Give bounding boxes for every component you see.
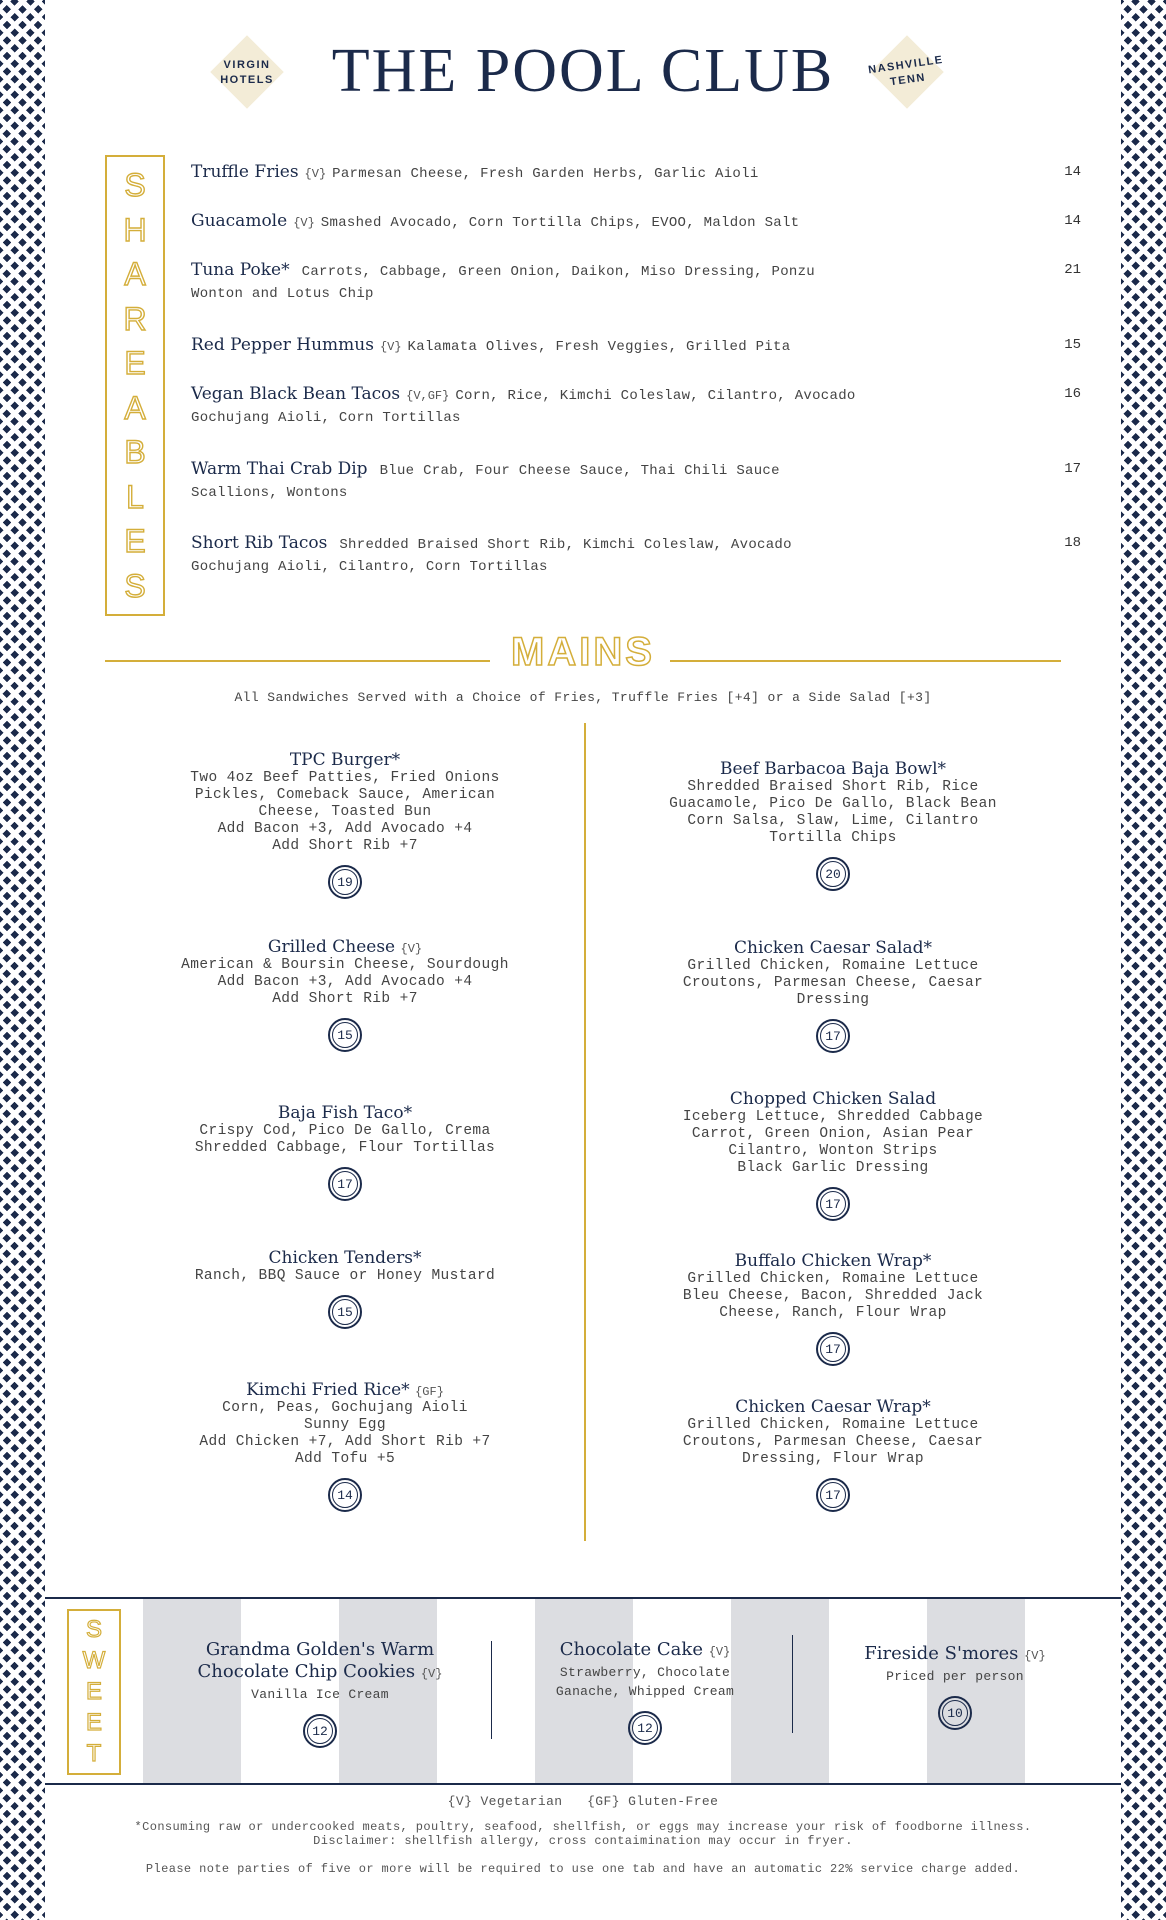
dessert-item (845, 1643, 1065, 1730)
dessert-description: Priced per person (886, 1669, 1024, 1684)
dessert-divider (792, 1635, 793, 1733)
main-dish (643, 1089, 1023, 1221)
dessert-item (170, 1639, 470, 1748)
shareables-letter: S (124, 567, 146, 604)
item-description: Smashed Avocado, Corn Tortilla Chips, EVOO, Maldon Salt (320, 215, 800, 231)
item-name: Red Pepper Hummus (191, 335, 374, 355)
left-pattern-border (0, 0, 45, 1920)
item-description: Shredded Braised Short Rib, Kimchi Coleslaw, Avocado (339, 537, 792, 553)
item-diet-tag: {V,GF} (406, 389, 450, 403)
allergy-disclaimer: Disclaimer: shellfish allergy, cross contaimination may occur in fryer. (313, 1834, 853, 1848)
item-description-cont: Scallions, Wontons (191, 485, 348, 501)
dessert-divider (491, 1641, 492, 1739)
dessert-price: 12 (628, 1711, 662, 1745)
main-dish (643, 759, 1023, 891)
dish-description: Iceberg Lettuce, Shredded Cabbage Carrot, Green Onion, Asian Pear Cilantro, Wonton Strips Black Garlic Dressing (682, 1109, 984, 1176)
shareable-item (191, 459, 1081, 501)
shareable-item (191, 335, 1081, 355)
shareables-letter: A (124, 389, 146, 426)
dish-price: 20 (816, 857, 850, 891)
right-badge-line1: NASHVILLE (867, 53, 945, 77)
large-party-note: Please note parties of five or more will be required to use one tab and have an automatic 22% service charge added. (145, 1862, 1021, 1876)
mains-heading: MAINS (511, 630, 655, 674)
dish-name: Baja Fish Taco* (277, 1103, 413, 1123)
dish-name: Beef Barbacoa Baja Bowl* (719, 759, 947, 779)
dish-price: 17 (816, 1019, 850, 1053)
sweet-letter: T (86, 1740, 102, 1767)
item-name: Tuna Poke* (191, 260, 290, 280)
dish-name: Buffalo Chicken Wrap* (734, 1251, 932, 1271)
dish-name: Chicken Caesar Salad* (734, 938, 932, 958)
dish-price: 17 (816, 1187, 850, 1221)
dish-description: Two 4oz Beef Patties, Fried Onions Pickles, Comeback Sauce, American Cheese, Toasted Bun Add Bacon +3, Add Avocado +4 Add Short Rib +7 (190, 770, 500, 854)
dessert-item (535, 1639, 755, 1745)
right-badge-line2: TENN (889, 71, 927, 89)
dish-price: 19 (328, 865, 362, 899)
item-name: Truffle Fries (191, 162, 299, 182)
food-safety-disclaimer: *Consuming raw or undercooked meats, poultry, seafood, shellfish, or eggs may increase your risk of foodborne illness. (134, 1820, 1032, 1834)
shareable-item (191, 260, 1081, 302)
item-name: Short Rib Tacos (191, 533, 328, 553)
sweet-letter: E (85, 1709, 102, 1736)
sweet-section (45, 1597, 1121, 1785)
dessert-name: Chocolate Cake {V} (559, 1639, 731, 1660)
main-dish (155, 750, 535, 899)
item-description-cont: Wonton and Lotus Chip (191, 286, 374, 302)
dessert-price: 10 (938, 1696, 972, 1730)
dish-name: Chicken Tenders* (268, 1248, 422, 1268)
sweet-letter: W (82, 1647, 106, 1674)
page-title: THE POOL CLUB (331, 37, 835, 105)
item-diet-tag: {V} (293, 216, 315, 230)
dish-price: 15 (328, 1018, 362, 1052)
shareables-letter: H (123, 211, 147, 248)
dish-price: 15 (328, 1295, 362, 1329)
main-dish (155, 1380, 535, 1512)
main-dish (155, 937, 535, 1052)
item-name: Guacamole (191, 211, 288, 231)
dish-price: 17 (816, 1332, 850, 1366)
item-price: 21 (1064, 262, 1081, 278)
shareables-letter: E (124, 345, 146, 382)
dessert-description: Strawberry, Chocolate Ganache, Whipped Cream (555, 1665, 735, 1699)
shareables-letter: S (124, 167, 146, 204)
item-description: Kalamata Olives, Fresh Veggies, Grilled Pita (407, 339, 791, 355)
item-price: 14 (1064, 164, 1081, 180)
dish-description: Crispy Cod, Pico De Gallo, Crema Shredded Cabbage, Flour Tortillas (194, 1123, 496, 1156)
dish-description: Grilled Chicken, Romaine Lettuce Bleu Cheese, Bacon, Shredded Jack Cheese, Ranch, Flour Wrap (682, 1271, 984, 1321)
dessert-description: Vanilla Ice Cream (251, 1687, 389, 1702)
dish-price: 17 (328, 1167, 362, 1201)
diet-legend: {V} Vegetarian {GF} Gluten-Free (447, 1794, 719, 1809)
main-dish (155, 1103, 535, 1201)
item-price: 16 (1064, 386, 1081, 402)
item-description: Corn, Rice, Kimchi Coleslaw, Cilantro, Avocado (455, 388, 856, 404)
item-description-cont: Gochujang Aioli, Cilantro, Corn Tortillas (191, 559, 548, 575)
sweet-label (67, 1609, 121, 1775)
dish-description: Ranch, BBQ Sauce or Honey Mustard (194, 1268, 496, 1284)
mains-sides-note: All Sandwiches Served with a Choice of Fries, Truffle Fries [+4] or a Side Salad [+3] (234, 690, 932, 705)
item-description: Parmesan Cheese, Fresh Garden Herbs, Garlic Aioli (332, 166, 759, 182)
dish-description: American & Boursin Cheese, Sourdough Add Bacon +3, Add Avocado +4 Add Short Rib +7 (181, 957, 509, 1007)
item-description-cont: Gochujang Aioli, Corn Tortillas (191, 410, 461, 426)
menu-page (45, 0, 1121, 1920)
shareables-letter: A (124, 256, 146, 293)
dish-description: Grilled Chicken, Romaine Lettuce Croutons, Parmesan Cheese, Caesar Dressing, Flour Wrap (682, 1417, 984, 1467)
main-dish (155, 1248, 535, 1329)
dish-name: Chicken Caesar Wrap* (735, 1397, 931, 1417)
item-description: Carrots, Cabbage, Green Onion, Daikon, Miso Dressing, Ponzu (301, 264, 816, 280)
main-dish (643, 938, 1023, 1053)
main-dish (643, 1251, 1023, 1366)
item-price: 15 (1064, 337, 1081, 353)
dish-description: Shredded Braised Short Rib, Rice Guacamole, Pico De Gallo, Black Bean Corn Salsa, Slaw, Lime, Cilantro Tortilla Chips (669, 779, 997, 846)
shareables-label (105, 155, 165, 616)
dish-price: 17 (816, 1478, 850, 1512)
mains-column-divider (584, 723, 586, 1541)
right-pattern-border (1121, 0, 1166, 1920)
item-diet-tag: {V} (379, 340, 402, 354)
main-dish (643, 1397, 1023, 1512)
shareable-item (191, 533, 1081, 575)
dessert-name: Fireside S'mores {V} (864, 1643, 1046, 1664)
item-price: 14 (1064, 213, 1081, 229)
sweet-letter: E (85, 1678, 102, 1705)
dish-description: Corn, Peas, Gochujang Aioli Sunny Egg Add Chicken +7, Add Short Rib +7 Add Tofu +5 (199, 1400, 491, 1467)
shareables-letter: R (123, 300, 147, 337)
left-badge-line2: HOTELS (220, 74, 274, 86)
shareables-letter: E (124, 523, 146, 560)
item-name: Warm Thai Crab Dip (191, 459, 368, 479)
dish-name: Kimchi Fried Rice* {GF} (246, 1380, 444, 1400)
shareables-letter: L (126, 478, 144, 515)
item-diet-tag: {V} (304, 167, 327, 181)
shareable-item (191, 211, 1081, 231)
dish-name: Grilled Cheese {V} (267, 937, 423, 957)
dish-description: Grilled Chicken, Romaine Lettuce Croutons, Parmesan Cheese, Caesar Dressing (682, 958, 984, 1008)
shareables-letter: B (124, 434, 146, 471)
dessert-price: 12 (303, 1714, 337, 1748)
left-badge-line1: VIRGIN (223, 59, 271, 71)
item-price: 18 (1064, 535, 1081, 551)
item-description: Blue Crab, Four Cheese Sauce, Thai Chili Sauce (379, 463, 780, 479)
dish-name: Chopped Chicken Salad (729, 1089, 937, 1109)
shareable-item (191, 162, 1081, 182)
item-name: Vegan Black Bean Tacos (191, 384, 401, 404)
sweet-letter: S (85, 1616, 102, 1643)
dish-price: 14 (328, 1478, 362, 1512)
dessert-name: Grandma Golden's Warm Chocolate Chip Cookies {V} (197, 1639, 443, 1682)
shareable-item (191, 384, 1081, 426)
dish-name: TPC Burger* (289, 750, 401, 770)
item-price: 17 (1064, 461, 1081, 477)
